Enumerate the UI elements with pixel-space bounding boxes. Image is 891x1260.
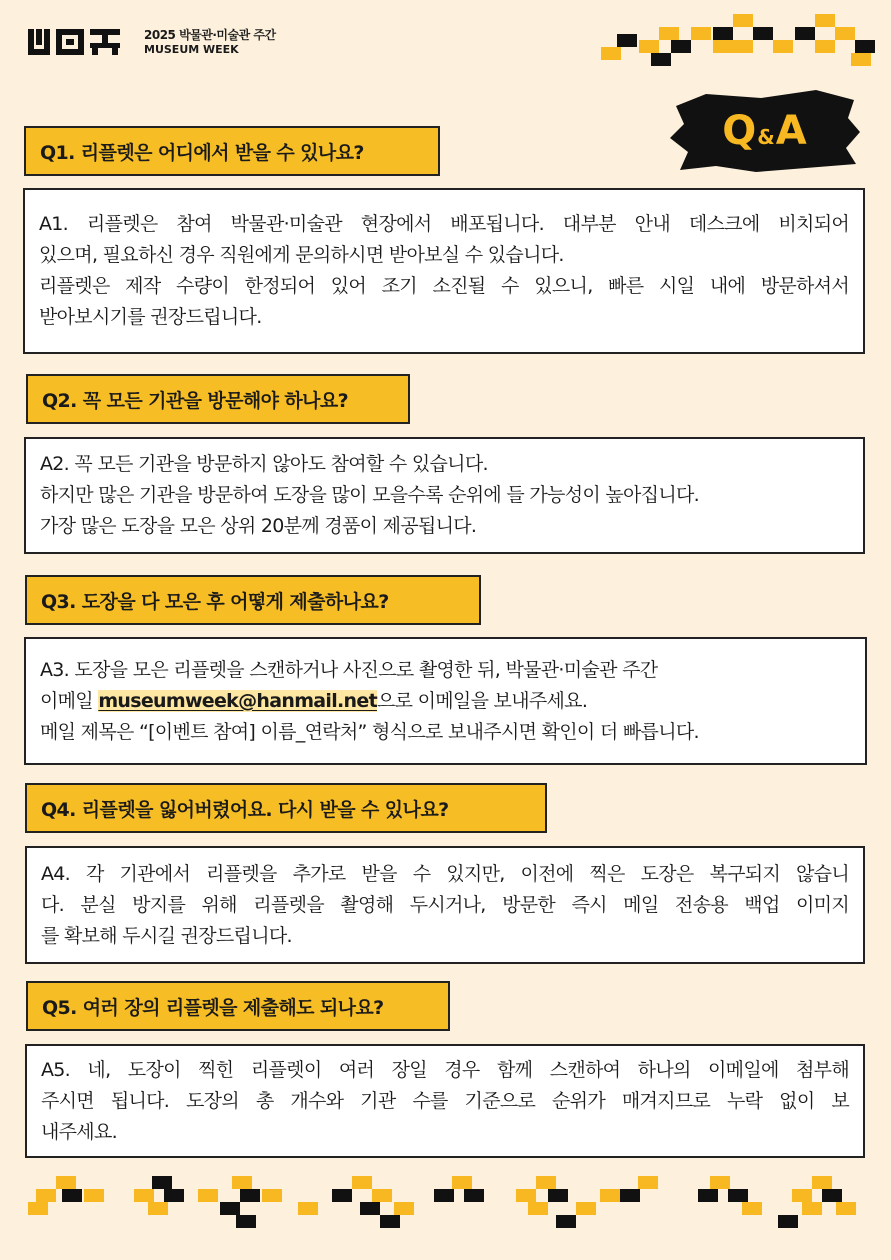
question-2 xyxy=(26,374,410,424)
logo-title: 2025 박물관·미술관 주간 xyxy=(144,28,276,42)
email-link[interactable]: museumweek@hanmail.net xyxy=(98,689,377,712)
answer-4 xyxy=(25,846,865,964)
answer-4-line: A4. 각 기관에서 리플렛을 추가로 받을 수 있지만, 이전에 찍은 도장은 복구되지 않습니 xyxy=(41,862,849,885)
answer-3-email-suffix: 으로 이메일을 보내주세요. xyxy=(376,689,588,712)
qa-badge-text: Q & A xyxy=(722,108,806,154)
answer-1-line: 받아보시기를 권장드립니다. xyxy=(39,306,262,328)
answer-1-line: A1. 리플렛은 참여 박물관·미술관 현장에서 배포됩니다. 대부분 안내 데스크에 비치되어 xyxy=(39,213,849,235)
answer-1-line: 리플렛은 제작 수량이 한정되어 있어 조기 소진될 수 있으니, 빠른 시일 내에 방문하셔서 xyxy=(39,275,849,297)
answer-2-line: A2. 꼭 모든 기관을 방문하지 않아도 참여할 수 있습니다. xyxy=(40,453,488,475)
answer-5-line: A5. 네, 도장이 찍힌 리플렛이 여러 장일 경우 함께 스캔하여 하나의 이메일에 첨부해 xyxy=(41,1058,849,1081)
question-5-text: Q5. 여러 장의 리플렛을 제출해도 되나요? xyxy=(42,996,384,1019)
answer-5-line: 내주세요. xyxy=(41,1120,117,1143)
logo-subtitle: MUSEUM WEEK xyxy=(144,43,239,56)
answer-3 xyxy=(24,637,867,765)
answer-2-line: 가장 많은 도장을 모은 상위 20분께 경품이 제공됩니다. xyxy=(40,515,477,537)
answer-2-line: 하지만 많은 기관을 방문하여 도장을 많이 모을수록 순위에 들 가능성이 높아집니다. xyxy=(40,484,699,506)
museum-week-logo xyxy=(26,22,276,62)
question-4-text: Q4. 리플렛을 잃어버렸어요. 다시 받을 수 있나요? xyxy=(41,798,449,821)
answer-2 xyxy=(24,437,865,554)
ampersand-glyph: & xyxy=(757,125,774,149)
question-3 xyxy=(25,575,481,625)
question-2-text: Q2. 꼭 모든 기관을 방문해야 하나요? xyxy=(42,389,349,412)
answer-4-line: 다. 분실 방지를 위해 리플렛을 촬영해 두시거나, 방문한 즉시 메일 전송용 백업 이미지 xyxy=(41,893,849,916)
answer-4-line: 를 확보해 두시길 권장드립니다. xyxy=(41,924,292,947)
answer-1-line: 있으며, 필요하신 경우 직원에게 문의하시면 받아보실 수 있습니다. xyxy=(39,244,564,266)
answer-1 xyxy=(23,188,865,354)
logo-mark-icon xyxy=(26,25,138,59)
question-4 xyxy=(25,783,547,833)
qa-badge xyxy=(666,88,862,174)
answer-3-email-prefix: 이메일 xyxy=(40,689,99,712)
question-5 xyxy=(26,981,450,1031)
answer-3-line xyxy=(40,686,851,717)
question-1 xyxy=(24,126,440,176)
question-1-text: Q1. 리플렛은 어디에서 받을 수 있나요? xyxy=(40,141,364,164)
question-3-text: Q3. 도장을 다 모은 후 어떻게 제출하나요? xyxy=(41,590,389,613)
answer-3-line: A3. 도장을 모은 리플렛을 스캔하거나 사진으로 촬영한 뒤, 박물관·미술관 주간 xyxy=(40,658,658,681)
answer-3-line: 메일 제목은 “[이벤트 참여] 이름_연락처” 형식으로 보내주시면 확인이 더 빠릅니다. xyxy=(40,720,699,743)
answer-5 xyxy=(25,1044,865,1158)
answer-5-line: 주시면 됩니다. 도장의 총 개수와 기관 수를 기준으로 순위가 매겨지므로 누락 없이 보 xyxy=(41,1089,849,1112)
